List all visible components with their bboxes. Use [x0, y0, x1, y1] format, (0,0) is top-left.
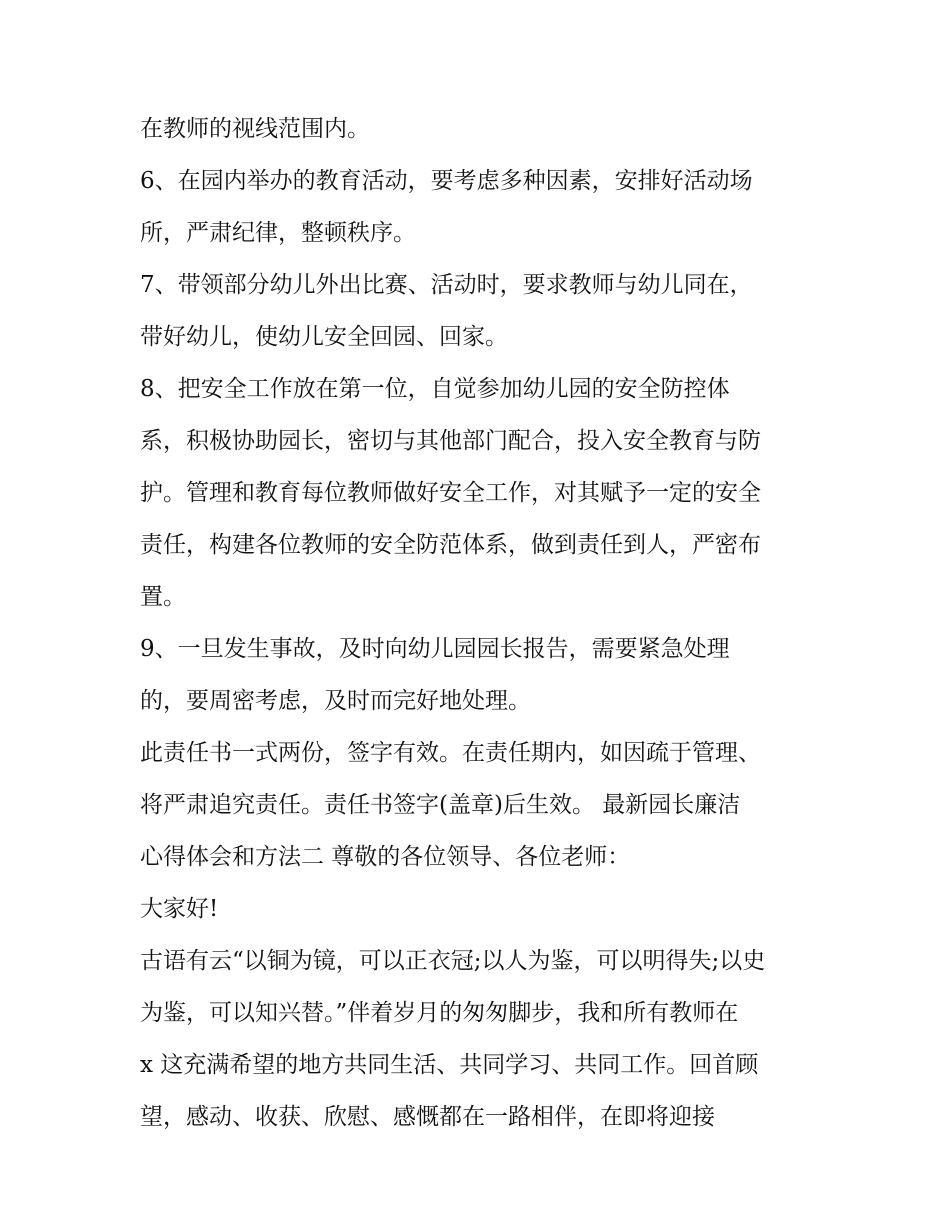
- text-line: 置。: [140, 584, 186, 610]
- text-line: 9、一旦发生事故，及时向幼儿园园长报告，需要紧急处理: [140, 636, 730, 662]
- text-line: 责任，构建各位教师的安全防范体系，做到责任到人，严密布: [140, 532, 761, 558]
- text-line: 的，要周密考虑，及时而完好地处理。: [140, 688, 531, 714]
- text-line: 带好幼儿，使幼儿安全回园、回家。: [140, 324, 508, 350]
- text-line: 古语有云“以铜为镜，可以正衣冠;以人为鉴，可以明得失;以史: [140, 948, 766, 974]
- text-line: x 这充满希望的地方共同生活、共同学习、共同工作。回首顾: [140, 1052, 759, 1078]
- text-line: 8、把安全工作放在第一位，自觉参加幼儿园的安全防控体: [140, 376, 730, 402]
- text-line: 护。管理和教育每位教师做好安全工作，对其赋予一定的安全: [140, 480, 761, 506]
- text-line: 心得体会和方法二 尊敬的各位领导、各位老师：: [140, 844, 631, 870]
- text-line: 所，严肃纪律，整顿秩序。: [140, 220, 416, 246]
- text-line: 系，积极协助园长，密切与其他部门配合，投入安全教育与防: [140, 428, 761, 454]
- text-line: 望，感动、收获、欣慰、感慨都在一路相伴，在即将迎接: [140, 1104, 715, 1130]
- text-line: 7、带领部分幼儿外出比赛、活动时，要求教师与幼儿同在，: [140, 272, 753, 298]
- text-line: 将严肃追究责任。责任书签字(盖章)后生效。 最新园长廉洁: [140, 792, 741, 818]
- text-line: 大家好!: [140, 896, 219, 922]
- text-line: 为鉴，可以知兴替。”伴着岁月的匆匆脚步，我和所有教师在: [140, 1000, 739, 1026]
- text-line: 6、在园内举办的教育活动，要考虑多种因素，安排好活动场: [140, 168, 753, 194]
- text-line: 此责任书一式两份，签字有效。在责任期内，如因疏于管理、: [140, 740, 761, 766]
- text-line: 在教师的视线范围内。: [140, 116, 370, 142]
